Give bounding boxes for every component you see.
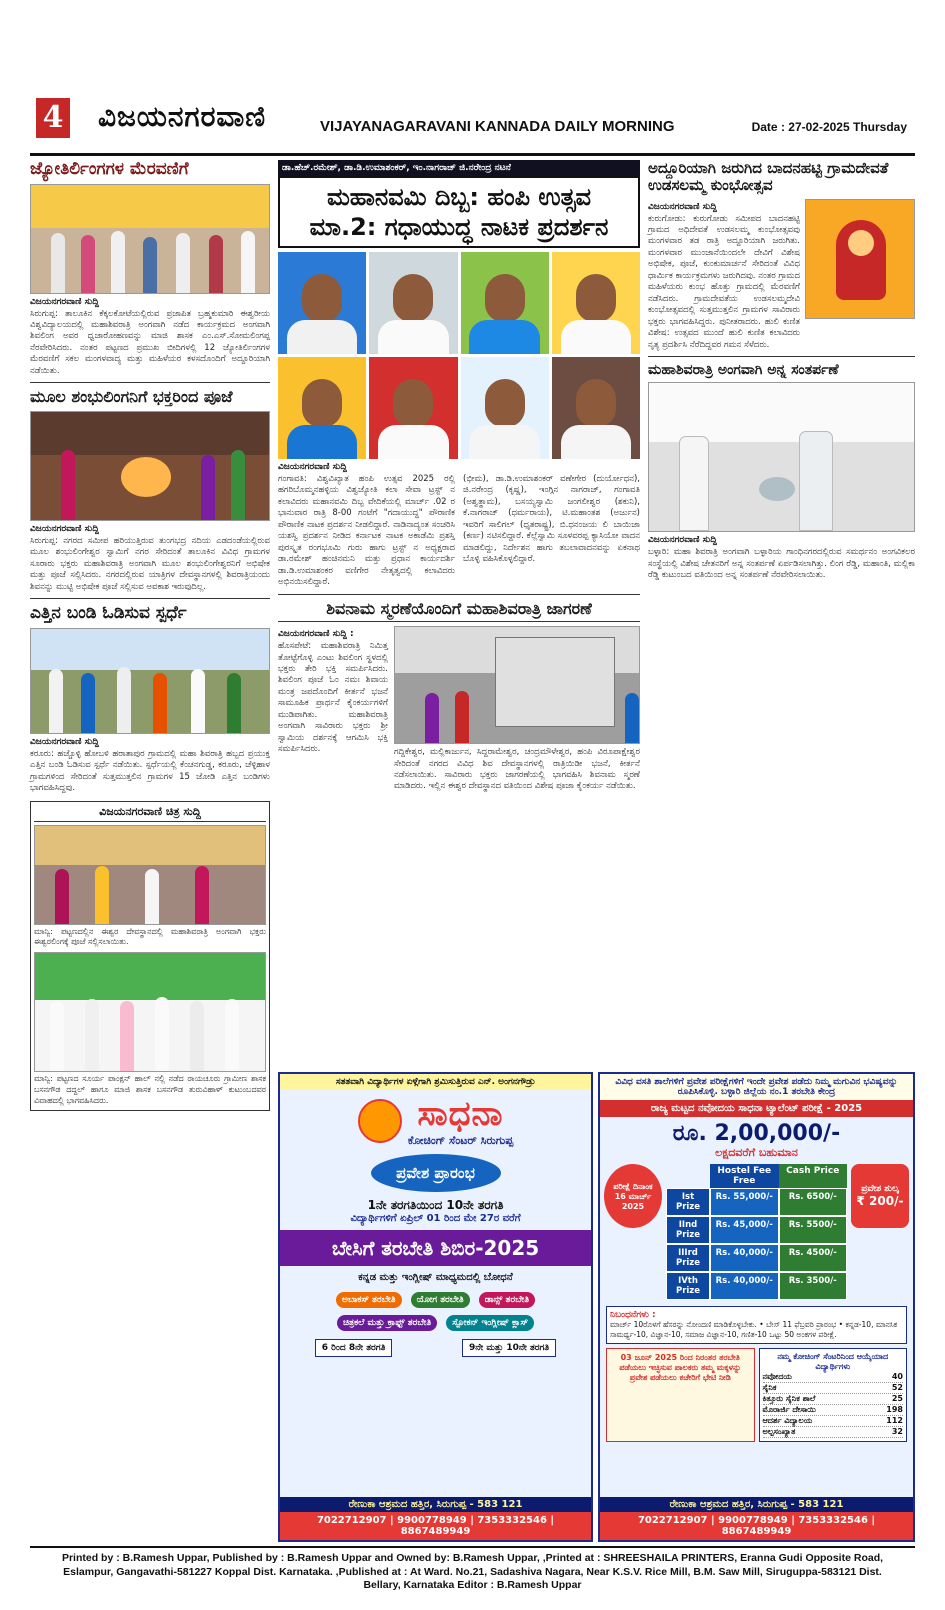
- course-pill: ಅಬಾಕಸ್ ತರಬೇತಿ: [336, 1292, 402, 1308]
- ad-subtitle: ಕೋಚಿಂಗ್ ಸೆಂಟರ್ ಸಿರುಗುಪ್ಪ: [407, 1134, 514, 1147]
- food-service-photo: [648, 382, 915, 532]
- ad-brand: [408, 1094, 513, 1148]
- story-byline: ವಿಜಯನಗರವಾಣಿ ಸುದ್ದಿ: [30, 736, 99, 747]
- results-list: [763, 1372, 904, 1438]
- story-byline: ವಿಜಯನಗರವಾಣಿ ಸುದ್ದಿ :: [278, 629, 354, 640]
- portrait: [278, 252, 366, 354]
- story-body: ಬಳ್ಳಾರಿ: ಮಹಾ ಶಿವರಾತ್ರಿ ಅಂಗವಾಗಿ ಬಳ್ಳಾರಿಯ ಗಾಂಧಿನಗರದಲ್ಲಿರುವ ಸಮರ್ಥನಂ ಅಂಗವಿಕಲರ ಸಂಸ್ಥೆಯಲ್ಲಿ ವಿಶೇಷ ಚೇತನರಿಗೆ ಅನ್ನ ಸಂತರ್ಪಣೆ ಏರ್ಪಡಿಸಲಾಗಿತ್ತು. ಲಿಂಗ ರೆಡ್ಡಿ, ಮಹಾಂತಿ, ಮಲ್ಲಿಕಾ ರೆಡ್ಡಿ ಕುಟುಂಬದ ವತಿಯಿಂದ ಅನ್ನ ಸಂತರ್ಪಣೆ ನೆರವೇರಿಸಲಾಯಿತು.: [648, 547, 915, 581]
- story-headline: ಮೂಲ ಶಂಭುಲಿಂಗನಿಗೆ ಭಕ್ತರಿಂದ ಪೂಜೆ: [30, 387, 233, 407]
- rules-text: ಮಾರ್ಚ್ 10ರೊಳಗೆ ಹೆಸರನ್ನು ನೋಂದಣಿ ಮಾಡಿಕೊಳ್ಳಬೇಕು. • ಬೇಸ್ 11 ಫೆಬ್ರವರಿ ಪ್ರಾರಂಭ • ಕನ್ನಡ-10, ಮಾನಸಿಕ ಸಾಮರ್ಥ್ಯ-10, ವಿಜ್ಞಾನ-10, ಸಮಾಜ ವಿಜ್ಞಾನ-10, ಗಣಿತ-10 ಒಟ್ಟು 50 ಅಂಕಗಳ ಪರೀಕ್ಷೆ.: [610, 1320, 898, 1339]
- ad-logo-icon: [358, 1099, 402, 1143]
- story-body: ಸಿರುಗುಪ್ಪ: ನಗರದ ಸಮೀಪ ಹರಿಯುತ್ತಿರುವ ತುಂಗಭದ್ರ ನದಿಯ ಎಡದಂಡೆಯಲ್ಲಿರುವ ಮೂಲ ಶಂಭುಲಿಂಗೇಶ್ವರ ಸ್ವಾಮಿಗೆ ನಗರ ಸೇರಿದಂತೆ ತಾಲೂಕಿನ ವಿವಿಧ ಗ್ರಾಮಗಳ ಸೂರಾರು ಭಕ್ತರು ಮಹಾಶಿವರಾತ್ರಿ ಅಂಗವಾಗಿ ಮೂಲ ಶಂಭುಲಿಂಗೇಶ್ವರನಿಗೆ ಅಭಿಷೇಕ ಮತ್ತು ಪೂಜೆ ಸಲ್ಲಿಸಿದರು. ನಗರದಲ್ಲಿರುವ ಯಾತ್ರಿಗಳ ದೇವಸ್ಥಾನಗಳಲ್ಲಿ ಶಿವರಾತ್ರಿಯಂದು ಶಿವನನ್ನು ಮುಟ್ಟಿ ಅಭಿಷೇಕ ಪೂಜೆ ಸಲ್ಲಿಸುವ ಅವಕಾಶ ಇರುವುದಿಲ್ಲ.: [30, 535, 270, 592]
- story-body: ಗಂಗಾವತಿ: ವಿಶ್ವವಿಖ್ಯಾತ ಹಂಪಿ ಉತ್ಸವ 2025 ರಲ್ಲಿ ಹಗರಿಬೊಮ್ಮನಹಳ್ಳಿಯ ವಿಶ್ವಜ್ಯೋತಿ ಕಲಾ ಸೇವಾ ಟ್ರಸ್ಟ್ ನ ಕಲಾವಿದರು ಮಹಾನವಮಿ ದಿಬ್ಬ ವೇದಿಕೆಯಲ್ಲಿ ಮಾರ್ಚ್ .02 ರ ಭಾನುವಾರ ರಾತ್ರಿ 8-00 ಗಂಟೆಗೆ "ಗದಾಯುದ್ಧ" ಪೌರಾಣಿಕ ಪೌರಾಣಿಕ ನಾಟಕ ಪ್ರದರ್ಶನ ನೀಡಲಿದ್ದಾರೆ. ನಾಡಿನಾದ್ಯಂತ ಸಂಚರಿಸಿ ಯಶಸ್ವಿ ಪ್ರದರ್ಶನ ನೀಡಿದ ಕರ್ನಾಟಕ ನಾಟಕ ಅಕಾಡೆಮಿ ಪ್ರಶಸ್ತಿ ಪುರಸ್ಕೃತ ರಂಗಭೂಮಿ ಗುರು ಹಾಗು ಟ್ರಸ್ಟ್ ನ ಅಧ್ಯಕ್ಷರಾದ ಡಾ.ರಮೇಶ್ ಹಂಚಿನಮನಿ ಮತ್ತು ಪ್ರಧಾನ ಕಾರ್ಯದರ್ಶಿ ಡಾ.ಡಿ.ಉಮಾಶಂಕರ ವಣಿಗೇರ ನೇತೃತ್ವದಲ್ಲಿ ಕಲಾವಿದರು ಅಭಿನಯಿಸಲಿದ್ದಾರೆ.: [278, 474, 455, 588]
- portrait: [552, 252, 640, 354]
- prize-cash: Rs. 6500/-: [779, 1188, 848, 1216]
- deity-photo: [805, 199, 915, 319]
- bottom-notice: 03 ಜೂನ್ 2025 ರಿಂದ ನಿರಂತರ ತರಬೇತಿ ಪಡೆಯಲು ಇಚ್ಛಿಸುವ ಪಾಲಕರು ತಮ್ಮ ಮಕ್ಕಳನ್ನು ಪ್ರವೇಶ ಪಡೆಯಲು ಕಚೇರಿಗೆ ಭೇಟಿ ನೀಡಿ: [606, 1348, 755, 1442]
- result-name: ಆದರ್ಶ ವಿದ್ಯಾಲಯ: [762, 1415, 813, 1425]
- imprint-line: Bellary, Karnataka Editor : B.Ramesh Uppar: [363, 1579, 582, 1592]
- story-body: ಕುರುಗೋಡು: ಕುರುಗೋಡು ಸಮೀಪದ ಬಾದನಹಟ್ಟಿ ಗ್ರಾಮದ ಅಧಿದೇವತೆ ಉಡಸಲಮ್ಮ ಕುಂಭೋತ್ಸವವು ಮಂಗಳವಾರ ತಡ ರಾತ್ರಿ ಅದ್ದೂರಿಯಾಗಿ ಜರುಗಿತು. ಮಂಗಳವಾರ ಮುಂಜಾನೆಯಿಂದಲೇ ದೇವಿಗೆ ವಿಶೇಷ ಅಭಿಷೇಕ, ಪೂಜೆ, ಕುಂಕುಮಾರ್ಚನೆ ಸೇರಿದಂತೆ ವಿವಿಧ ಧಾರ್ಮಿಕ ಕಾರ್ಯಕ್ರಮಗಳು ಜರುಗಿದವು. ನಂತರ ಗ್ರಾಮದ ಮಹಿಳೆಯರು ಕುಂಭ ಹೊತ್ತು ಗ್ರಾಮದಲ್ಲಿ ಮೆರವಣಿಗೆ ನಡೆಸಿದರು. ಗ್ರಾಮದೇವತೆಯ ಉಡಸಲಮ್ಮದೇವಿ ಕುಂಭೋತ್ಸವದಲ್ಲಿ ಸುತ್ತಮುತ್ತಲಿನ ಗ್ರಾಮಗಳ ಸಾವಿರಾರು ಭಕ್ತರು ಭಾಗವಹಿಸಿದ್ದರು. ಪುನೀತರಾದರು. ಹುಲಿ ಕುಣಿತ ವಿಶೇಷ: ಉತ್ಸವದ ಮುಂದೆ ಹುಲಿ ಕುಣಿತ ಕಲಾವಿದರು ನೃತ್ಯ ಪ್ರದರ್ಶಿಸಿ ನೆರೆದಿದ್ದವರ ಗಮನ ಸೆಳೆದರು.: [648, 213, 800, 350]
- photo-caption: ಮಾನ್ವಿ: ಪಟ್ಟಣದಲ್ಲಿನ ಈಶ್ವರ ದೇವಸ್ಥಾನದಲ್ಲಿ ಮಹಾಶಿವರಾತ್ರಿ ಅಂಗವಾಗಿ ಭಕ್ತರು ಈಶ್ವರಲಿಂಗಕ್ಕೆ ಪೂಜೆ ಸಲ್ಲಿಸಲಾಯಿತು.: [34, 926, 266, 947]
- lead-headline-line2: ಮಾ.2: ಗಧಾಯುದ್ಧ ನಾಟಕ ಪ್ರದರ್ಶನ: [309, 213, 609, 241]
- divider: [278, 594, 640, 595]
- temple-jagarane-photo: [394, 626, 640, 744]
- ad-group: 6 ರಿಂದ 8ನೇ ತರಗತಿ: [315, 1339, 393, 1357]
- result-name: ಅಲ್ಪಸಂಖ್ಯಾತ: [762, 1426, 796, 1436]
- prize-rank: IVth Prize: [666, 1272, 710, 1300]
- prize-row: [666, 1272, 847, 1300]
- story-headline: ಮಹಾಶಿವರಾತ್ರಿ ಅಂಗವಾಗಿ ಅನ್ನ ಸಂತರ್ಪಣೆ: [648, 362, 839, 379]
- issue-date: Date : 27-02-2025 Thursday: [751, 120, 907, 134]
- portrait: [369, 357, 457, 459]
- cast-portraits: [278, 252, 640, 459]
- ad-footer: [600, 1497, 913, 1540]
- result-row: [763, 1383, 904, 1394]
- result-name: ಸೈನಿಕ: [762, 1382, 777, 1392]
- result-row: [763, 1394, 904, 1405]
- ad-footer: [280, 1497, 591, 1540]
- story-body: (ಭೀಮ), ಡಾ.ಡಿ.ಉಮಾಶಂಕರ್ ವಣೇಗೇರ (ದುರ್ಯೋಧನ), ಜಿ.ನರೇಂದ್ರ (ಕೃಷ್ಣ), ಇಂಗ್ಗಿನ ನಾಗರಾಜ್, ಗಂಗಾವತಿ (ಅಶ್ವತ್ಥಾಮ), ಬಸಯ್ಯಸ್ವಾಮಿ ಜಂಗಲೀಶ್ವರ (ಶಕುನಿ), ಕೆ.ನಾಗರಾಜ್ (ಧರ್ಮರಾಯ), ಟಿ.ಮಹಾಂತಶ (ಅರ್ಜುನ) ಇವರಿಗೆ ಸಾಲಿಗಲ್ (ಧೃತರಾಷ್ಟ್ರ), ಬಿ.ಧನಂಜಯ ಲಿ ಬಾಯಿಜಾ (ಕರ್ಣ) ನಟಿಸಲಿದ್ದಾರೆ. ಕೆಲ್ಲೆಸ್ವಾಮಿ ಸೂಳವರಪ್ಪ ಕ್ಯಾಸಿಯೋ ವಾದನ ಮಾಡಲಿದ್ದು, ನಿರ್ದೇಶನ ಹಾಗು ತಬಲಾವಾದನವನ್ನು ಏಕನಾಥ ಬೊಳ್ಳಿ ವಹಿಸಿಕೊಳ್ಳಲಿದ್ದಾರೆ.: [463, 474, 640, 565]
- prize-row: [666, 1244, 847, 1272]
- ad-address: ರೇಣುಕಾ ಆಶ್ರಮದ ಹತ್ತಿರ, ಸಿರುಗುಪ್ಪ - 583 121: [669, 1499, 844, 1510]
- temple-photo: [34, 825, 266, 925]
- prize-hostel: Rs. 40,000/-: [710, 1244, 779, 1272]
- left-column: [30, 160, 270, 1111]
- prize-hostel: Rs. 55,000/-: [710, 1188, 779, 1216]
- photo-news-box: [30, 801, 270, 1111]
- story-byline: ವಿಜಯನಗರವಾಣಿ ಸುದ್ದಿ: [278, 462, 347, 472]
- ad-top: ವಿವಿಧ ವಸತಿ ಶಾಲೆಗಳಿಗೆ ಪ್ರವೇಶ ಪರೀಕ್ಷೆಗಳಿಗೆ ಇಂದೇ ಪ್ರವೇಶ ಪಡೆದು ನಿಮ್ಮ ಮಗುವಿನ ಭವಿಷ್ಯವನ್ನು ರೂಪಿಸಿಕೊಳ್ಳಿ. ಬಳ್ಳಾರಿ ಜಿಲ್ಲೆಯ ನಂ.1 ತರಬೇತಿ ಕೇಂದ್ರ: [600, 1074, 913, 1100]
- ad-address: ರೇಣುಕಾ ಆಶ್ರಮದ ಹತ್ತಿರ, ಸಿರುಗುಪ್ಪ - 583 121: [348, 1499, 523, 1510]
- course-pill: ಡಾನ್ಸ್ ತರಬೇತಿ: [479, 1292, 535, 1308]
- prize-rank: IIIrd Prize: [666, 1244, 710, 1272]
- ad-dates: ವಿದ್ಯಾರ್ಥಿಗಳಿಗೆ ಏಪ್ರಿಲ್ 01 ರಿಂದ ಮೇ 27ರ ವರೆಗೆ: [350, 1213, 521, 1224]
- prize-row: [666, 1188, 847, 1216]
- brand-kannada: ವಿಜಯನಗರವಾಣಿ: [98, 100, 267, 133]
- cast-strip: ಡಾ.ಹೆಚ್.ರಮೇಶ್, ಡಾ.ಡಿ.ಉಮಾಶಂಕರ್, ಇಂ.ನಾಗರಾಜ್ ಜಿ.ನರೇಂದ್ರ ನಟನೆ: [278, 160, 640, 176]
- ad-phones: 7022712907 | 9900778949 | 7353332546 | 8867489949: [600, 1512, 913, 1540]
- result-row: [763, 1372, 904, 1383]
- result-name: ನವೋದಯ: [762, 1371, 792, 1381]
- ad-bottom: [606, 1348, 907, 1442]
- photo-caption: ಮಾನ್ವಿ: ಪಟ್ಟಣದ ಸೂರ್ಯ ಪಾಂಕ್ಷನ್ ಹಾಲ್ ನಲ್ಲಿ ನಡೆದ ರಾಯಚೂರು ಗ್ರಾಮೀಣ ಶಾಸಕ ಬಸನಗೌಡ ದದ್ದಲ್ ಹಾಗೂ ಮಾಜಿ ಶಾಸಕ ಬಸನಗೌಡ ತುರುವಿಹಾಳ್ ಕುಟುಂಬದವರ ವಿವಾಹದಲ್ಲಿ ಭಾಗವಹಿಸಿದರು.: [34, 1074, 266, 1105]
- story-left: [648, 199, 800, 352]
- prize-block: [600, 1121, 913, 1160]
- ad-groups: [280, 1339, 591, 1357]
- divider: [648, 356, 915, 357]
- brand-english: VIJAYANAGARAVANI KANNADA DAILY MORNING: [320, 118, 675, 135]
- prize-col-head: Hostel Fee Free: [710, 1164, 779, 1188]
- result-row: [763, 1416, 904, 1427]
- result-row: [763, 1427, 904, 1438]
- story-body: ಕರೂರು: ಹಚ್ಚೊಳ್ಳಿ ಹೋಬಳಿ ಹರಾತಾಪುರ ಗ್ರಾಮದಲ್ಲಿ ಮಹಾ ಶಿವರಾತ್ರಿ ಹಬ್ಬದ ಪ್ರಯುಕ್ತ ಎತ್ತಿನ ಬಂಡಿ ಓಡಿಸುವ ಸ್ಪರ್ಧೆ ನಡೆಯಿತು. ಸ್ಪರ್ಧೆಯಲ್ಲಿ ಕೆಂಚನಗುಡ್ಡ, ಕರೂರು, ಚೆಳ್ಳಿಹಾಳ ಗ್ರಾಮಗಳಿಂದ ಸೇರಿದಂತೆ ಸುತ್ತಮುತ್ತಲಿನ ಗ್ರಾಮಗಳ 15 ಜೋಡಿ ಎತ್ತಿನ ಬಂಡಿಗಳು ಭಾಗವಹಿಸಿದ್ದವು.: [30, 748, 270, 794]
- prize-row: [666, 1216, 847, 1244]
- admission-badge: ಪ್ರವೇಶ ಪ್ರಾರಂಭ: [371, 1154, 501, 1192]
- imprint-footer: [30, 1546, 915, 1593]
- ad-medium: ಕನ್ನಡ ಮತ್ತು ಇಂಗ್ಲೀಷ್ ಮಾಧ್ಯಮದಲ್ಲಿ ಬೋಧನೆ: [358, 1272, 513, 1283]
- prize-hostel: Rs. 45,000/-: [710, 1216, 779, 1244]
- ad-ribbon: ಸತತವಾಗಿ ವಿದ್ಯಾರ್ಥಿಗಳ ಏಳ್ಗೆಗಾಗಿ ಶ್ರಮಿಸುತ್ತಿರುವ ಎನ್. ಅಂಗನಗೌಡ್ರು: [280, 1074, 591, 1090]
- procession-photo: [30, 184, 270, 294]
- story-block: [648, 199, 915, 352]
- story-left: [278, 626, 388, 793]
- exam-date-label: ಪರೀಕ್ಷೆ ದಿನಾಂಕ: [613, 1181, 653, 1191]
- course-pill: ಯೋಗ ತರಬೇತಿ: [411, 1292, 470, 1308]
- ad-banner: ರಾಜ್ಯ ಮಟ್ಟದ ನವೋದಯ ಸಾಧನಾ ಟ್ಯಾಲೆಂಟ್ ಪರೀಕ್ಷೆ - 2025: [600, 1100, 913, 1117]
- prize-amount: ರೂ. 2,00,000/-: [672, 1121, 841, 1146]
- result-count: 112: [886, 1415, 903, 1425]
- wedding-photo: [34, 952, 266, 1072]
- divider: [30, 382, 270, 383]
- page-number: 4: [36, 98, 70, 138]
- lead-story-columns: [278, 474, 640, 589]
- story-body: ಸಿರುಗುಪ್ಪ: ತಾಲೂಕಿನ ಕೆಕ್ಕಲಕೋಟೆಯಲ್ಲಿರುವ ಪ್ರಜಾಪಿತ ಬ್ರಹ್ಮಕುಮಾರಿ ಈಶ್ವರೀಯ ವಿಶ್ವವಿದ್ಯಾಲಯದಲ್ಲಿ ಮಹಾಶಿವರಾತ್ರಿ ಅಂಗವಾಗಿ ನಡೆದ ಕಾರ್ಯಕ್ರಮದ ಅಂಗವಾಗಿ ಶಿವಲಿಂಗ ಅವರ ಧ್ವಜಾರೋಹಣವನ್ನು ಮಾಜಿ ಶಾಸಕ ಎಂ.ಎಸ್.ಸೋಮಲಿಂಗಪ್ಪ ನೆರವೇರಿಸಿದರು. ನಂತರ ಪಟ್ಟಣದ ಪ್ರಮುಖ ಬೀದಿಗಳಲ್ಲಿ 12 ಜ್ಯೋತಿರ್ಲಿಂಗಗಳ ಮೆರವಣಿಗೆ ಸಕಲ ಮಂಗಳವಾದ್ಯ ಮತ್ತು ಮಹಿಳೆಯರ ಕಳಸದೊಂದಿಗೆ ಅದ್ದೂರಿಯಾಗಿ ನಡೆಯಿತು.: [30, 308, 270, 376]
- story-byline: ವಿಜಯನಗರವಾಣಿ ಸುದ್ದಿ: [648, 201, 717, 212]
- prize-rows: [666, 1188, 847, 1300]
- fee-label: ಪ್ರವೇಶ ಶುಲ್ಕ: [861, 1184, 899, 1194]
- prize-col-head: Cash Price: [779, 1164, 848, 1188]
- portrait: [552, 357, 640, 459]
- prize-head-row: [666, 1164, 847, 1188]
- result-name: ಕಿತ್ತೂರು ಸೈನಿಕ ಶಾಲೆ: [762, 1393, 816, 1403]
- ad-classes: 1ನೇ ತರಗತಿಯಿಂದ 10ನೇ ತರಗತಿ: [367, 1198, 504, 1212]
- lead-headline-line1: ಮಹಾನವಮಿ ದಿಬ್ಬ: ಹಂಪಿ ಉತ್ಸವ: [326, 183, 592, 211]
- fee-value: ₹ 200/-: [856, 1194, 904, 1208]
- prize-hostel: Rs. 40,000/-: [710, 1272, 779, 1300]
- story-body: ಗದ್ದಿಕೇಶ್ವರ, ಮಲ್ಲಿಕಾರ್ಜುನ, ಸಿದ್ದರಾಮೇಶ್ವರ, ಚಂದ್ರಮೌಳೇಶ್ವರ, ಹಂಪಿ ವಿರೂಪಾಕ್ಷೇಶ್ವರ ಸೇರಿದಂತೆ ನಗರದ ವಿವಿಧ ಶಿವ ದೇವಸ್ಥಾನಗಳಲ್ಲಿ ರಾತ್ರಿಯಿಡೀ ಭಜನೆ, ಕೀರ್ತನೆ ನಡೆಸಲಾಯಿತು. ಸಾವಿರಾರು ಭಕ್ತರು ಜಾಗರಣೆಯಲ್ಲಿ ಭಾಗವಹಿಸಿ ಶಿವನಾಮ ಸ್ಮರಣೆ ಮಾಡಿದರು. ಇಲ್ಲಿನ ಈಶ್ವರ ದೇವಸ್ಥಾನದ ವತಿಯಿಂದ ವಿಶೇಷ ಪೂಜಾ ಕೈಂಕರ್ಯ ನಡೆಯಿತು.: [394, 747, 640, 792]
- prize-table-wrap: [666, 1164, 847, 1300]
- result-count: 52: [891, 1382, 903, 1392]
- bullock-race-photo: [30, 628, 270, 734]
- story-headline: ಜ್ಯೋತಿರ್ಲಿಂಗಗಳ ಮೆರವಣಿಗೆ: [30, 159, 189, 179]
- rules-box: [606, 1306, 907, 1344]
- right-column: [648, 160, 915, 582]
- ad-title: ಸಾಧನಾ: [417, 1094, 504, 1134]
- portrait: [369, 252, 457, 354]
- prize-rank: Ist Prize: [666, 1188, 710, 1216]
- result-row: [763, 1405, 904, 1416]
- prize-rank: IInd Prize: [666, 1216, 710, 1244]
- ad-group: 9ನೇ ಮತ್ತು 10ನೇ ತರಗತಿ: [462, 1339, 556, 1357]
- imprint-line: Printed by : B.Ramesh Uppar, Published by : B.Ramesh Uppar and Owned by: B.Ramesh Uppar, ,Printed at : SHREESHAILA PRINTERS, Eranna Gudi Opposite Road,: [61, 1552, 884, 1564]
- result-count: 32: [891, 1426, 903, 1436]
- portrait: [461, 357, 549, 459]
- story-right: [394, 626, 640, 793]
- masthead: [30, 90, 915, 156]
- story-body: ಹೊಸಪೇಟೆ: ಮಹಾಶಿವರಾತ್ರಿ ನಿಮಿತ್ತ ತೋಟ್ಟೆಗೊಳ್ಳಿ ಎಂಟು ಶಿವಲಿಂಗ ಸ್ಥಳದಲ್ಲಿ ಭಕ್ತರು ತೇರಿ ಭಕ್ತಿ ಸಮರ್ಪಿಸಿದರು. ಶಿವಲಿಂಗ ಪೂಜೆ ಓಂ ನಮಃ ಶಿವಾಯ ಮಂತ್ರ ಜಪದೊಂದಿಗೆ ಕೀರ್ತನೆ ಭಜನೆ ಸಾಮೂಹಿಕ ಪ್ರಾರ್ಥನೆ ಕೈಂಕರ್ಯಗಳಿಗೆ ಮುಡಿಪಾಗಿತು. ಮಹಾಶಿವರಾತ್ರಿ ಅಂಗವಾಗಿ ಸಾವಿರಾರು ಭಕ್ತರು ಶ್ರೀ ಸ್ವಾಮಿಯ ದರ್ಶನಕ್ಕೆ ಆಗಮಿಸಿ ಭಕ್ತಿ ಸಮರ್ಪಿಸಿದರು.: [278, 641, 388, 755]
- results-title: ನಮ್ಮ ಕೋಚಿಂಗ್ ಸೆಂಟರಿನಿಂದ ಆಯ್ಕೆಯಾದ ವಿದ್ಯಾರ್ಥಿಗಳು: [777, 1351, 889, 1371]
- story-headline: ಅದ್ದೂರಿಯಾಗಿ ಜರುಗಿದ ಬಾದನಹಟ್ಟಿ ಗ್ರಾಮದೇವತೆ ಉಡಸಲಮ್ಮ ಕುಂಭೋತ್ಸವ: [648, 159, 889, 195]
- results-box: [759, 1348, 908, 1442]
- story-byline: ವಿಜಯನಗರವಾಣಿ ಸುದ್ದಿ: [30, 296, 99, 307]
- middle-column: [278, 160, 640, 793]
- result-name: ಮೊರಾರ್ಜಿ ದೇಸಾಯಿ: [762, 1404, 816, 1414]
- result-count: 25: [891, 1393, 903, 1403]
- story-byline: ವಿಜಯನಗರವಾಣಿ ಸುದ್ದಿ: [30, 523, 99, 534]
- ad-phones: 7022712907 | 9900778949 | 7353332546 | 8867489949: [280, 1512, 591, 1540]
- prize-cash: Rs. 4500/-: [779, 1244, 848, 1272]
- talent-exam-ad: [598, 1072, 915, 1542]
- rules-title: ನಿಬಂಧನೆಗಳು :: [610, 1310, 656, 1320]
- sadhana-coaching-ad: [278, 1072, 593, 1542]
- prize-label: ಲಕ್ಷದವರೆಗೆ ಬಹುಮಾನ: [715, 1146, 798, 1159]
- lead-headline: [278, 176, 640, 248]
- prize-cash: Rs. 3500/-: [779, 1272, 848, 1300]
- imprint-line: Eslampur, Gangavathi-581227 Koppal Dist. Karnataka. ,Published at : At Ward. No.21, Sadashiva Nagara, Near K.S.V. Rice Mill, B.M. Saw Mill, Siruguppa-583121 Dist.: [63, 1565, 882, 1578]
- result-count: 40: [891, 1371, 903, 1381]
- photo-news-title: ವಿಜಯನಗರವಾಣಿ ಚಿತ್ರ ಸುದ್ದಿ: [34, 805, 266, 822]
- story-block: [278, 626, 640, 793]
- story-headline: ಶಿವನಾಮ ಸ್ಮರಣೆಯೊಂದಿಗೆ ಮಹಾಶಿವರಾತ್ರಿ ಜಾಗರಣೆ: [278, 600, 640, 622]
- course-pill: ಚಿತ್ರಕಲೆ ಮತ್ತು ಕ್ರಾಫ್ಟ್ ತರಬೇತಿ: [337, 1315, 437, 1331]
- prize-cash: Rs. 5500/-: [779, 1216, 848, 1244]
- newspaper-page: [30, 90, 915, 1592]
- course-pill: ಸ್ಪೋಕನ್ ಇಂಗ್ಲೀಷ್ ಕ್ಲಾಸ್: [446, 1315, 534, 1331]
- result-count: 198: [886, 1404, 903, 1414]
- prize-area: [600, 1160, 913, 1304]
- portrait: [461, 252, 549, 354]
- portrait: [278, 357, 366, 459]
- divider: [30, 598, 270, 599]
- fee-badge: [851, 1164, 909, 1228]
- ad-camp: ಬೇಸಿಗೆ ತರಬೇತಿ ಶಿಬಿರ-2025: [280, 1230, 591, 1266]
- ad-header: [280, 1094, 591, 1148]
- exam-date: 16 ಮಾರ್ಚ್ 2025: [614, 1191, 652, 1211]
- story-byline: ವಿಜಯನಗರವಾಣಿ ಸುದ್ದಿ: [648, 535, 717, 546]
- exam-date-badge: [604, 1164, 662, 1228]
- temple-ritual-photo: [30, 411, 270, 521]
- story-headline: ಎತ್ತಿನ ಬಂಡಿ ಓಡಿಸುವ ಸ್ಪರ್ಧೆ: [30, 603, 187, 624]
- ad-courses: [280, 1287, 591, 1333]
